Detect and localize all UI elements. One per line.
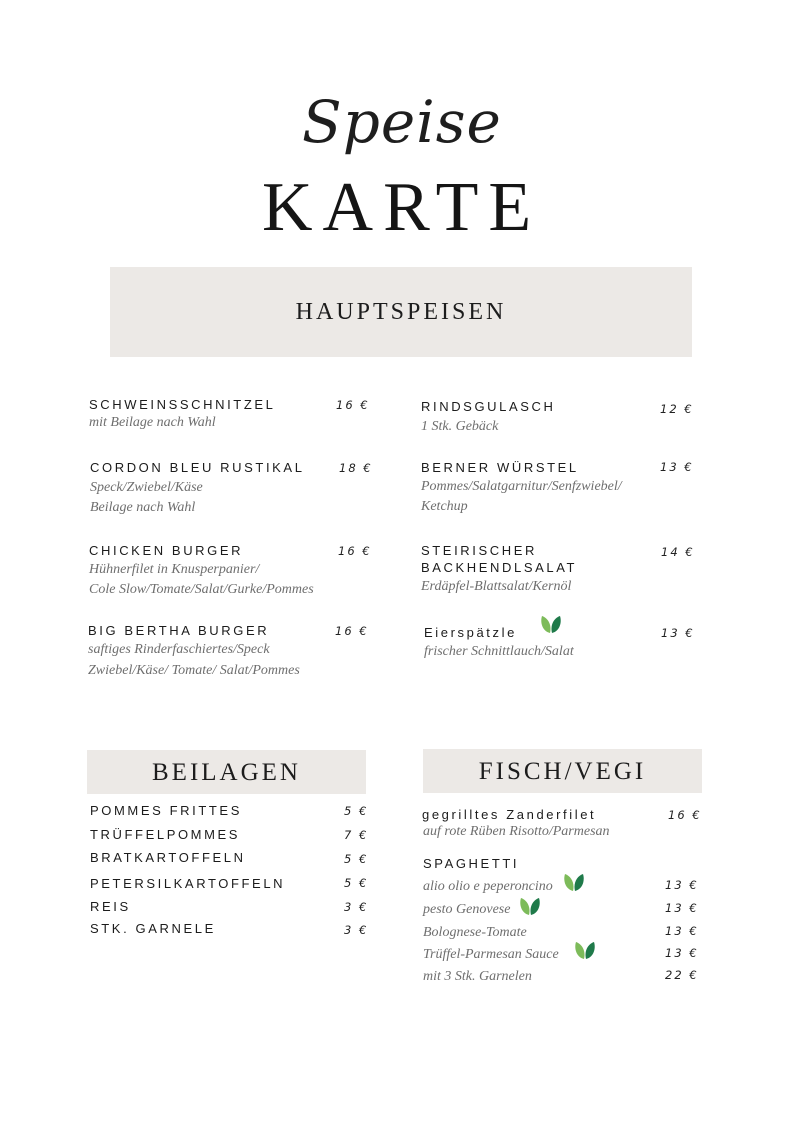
dish-name: CHICKEN BURGER [89,543,244,558]
leaf-icon [519,896,541,916]
hauptspeisen-band [110,267,692,357]
fisch-vegi-band [423,749,702,793]
dish-desc: Erdäpfel-Blattsalat/Kernöl [421,579,572,594]
dish-name: SCHWEINSSCHNITZEL [89,397,276,412]
dish-name: BACKHENDLSALAT [421,560,578,575]
dish-desc: Speck/Zwiebel/Käse [90,480,203,495]
side-price: 3 € [344,900,369,914]
dish-desc: Beilage nach Wahl [90,500,196,515]
beilagen-band [87,750,366,794]
dish-price: 14 € [661,545,695,559]
dish-price: 12 € [660,402,694,416]
side-name: PETERSILKARTOFFELN [90,876,286,891]
spaghetti-variant: mit 3 Stk. Garnelen [423,969,532,984]
side-price: 5 € [344,804,369,818]
spaghetti-variant: pesto Genovese [423,902,511,917]
dish-desc: 1 Stk. Gebäck [421,419,499,434]
dish-desc: frischer Schnittlauch/Salat [424,644,574,659]
side-price: 7 € [344,828,369,842]
side-price: 5 € [344,876,369,890]
dish-desc: Hühnerfilet in Knusperpanier/ [89,562,260,577]
dish-desc: saftiges Rinderfaschiertes/Speck [88,642,270,657]
side-name: BRATKARTOFFELN [90,850,246,865]
dish-name: STEIRISCHER [421,543,538,558]
leaf-icon [574,940,596,960]
beilagen-heading: BEILAGEN [152,759,301,786]
side-name: STK. GARNELE [90,921,216,936]
dish-name: BERNER WÜRSTEL [421,460,579,475]
spaghetti-price: 13 € [665,901,699,915]
leaf-icon [563,872,585,892]
spaghetti-variant: alio olio e peperoncino [423,879,553,894]
side-name: POMMES FRITTES [90,803,242,818]
side-price: 3 € [344,923,369,937]
spaghetti-variant: Bolognese-Tomate [423,925,527,940]
dish-name: CORDON BLEU RUSTIKAL [90,460,305,475]
spaghetti-price: 13 € [665,878,699,892]
dish-price: 13 € [660,460,694,474]
dish-desc: Pommes/Salatgarnitur/Senfzwiebel/ [421,479,622,494]
side-name: TRÜFFELPOMMES [90,827,241,842]
dish-price: 18 € [339,461,373,475]
side-name: REIS [90,899,131,914]
side-price: 5 € [344,852,369,866]
dish-desc: mit Beilage nach Wahl [89,415,216,430]
spaghetti-price: 13 € [665,924,699,938]
title-script: Speise [302,88,502,156]
dish-desc: Cole Slow/Tomate/Salat/Gurke/Pommes [89,582,314,597]
dish-price: 16 € [335,624,369,638]
dish-price: 16 € [668,808,702,822]
dish-desc: Zwiebel/Käse/ Tomate/ Salat/Pommes [88,663,300,678]
leaf-icon [540,614,562,634]
title-main: KARTE [262,169,542,246]
dish-name: Eierspätzle [424,625,517,640]
dish-name: BIG BERTHA BURGER [88,623,270,638]
fisch-vegi-heading: FISCH/VEGI [478,758,647,785]
dish-desc: Ketchup [421,499,468,514]
spaghetti-price: 22 € [665,968,699,982]
dish-name: gegrilltes Zanderfilet [422,807,597,822]
hauptspeisen-heading: HAUPTSPEISEN [295,299,507,325]
dish-desc: auf rote Rüben Risotto/Parmesan [423,824,610,839]
dish-price: 16 € [338,544,372,558]
spaghetti-price: 13 € [665,946,699,960]
spaghetti-heading: SPAGHETTI [423,856,520,871]
dish-name: RINDSGULASCH [421,399,556,414]
spaghetti-variant: Trüffel-Parmesan Sauce [423,947,559,962]
dish-price: 16 € [336,398,370,412]
dish-price: 13 € [661,626,695,640]
